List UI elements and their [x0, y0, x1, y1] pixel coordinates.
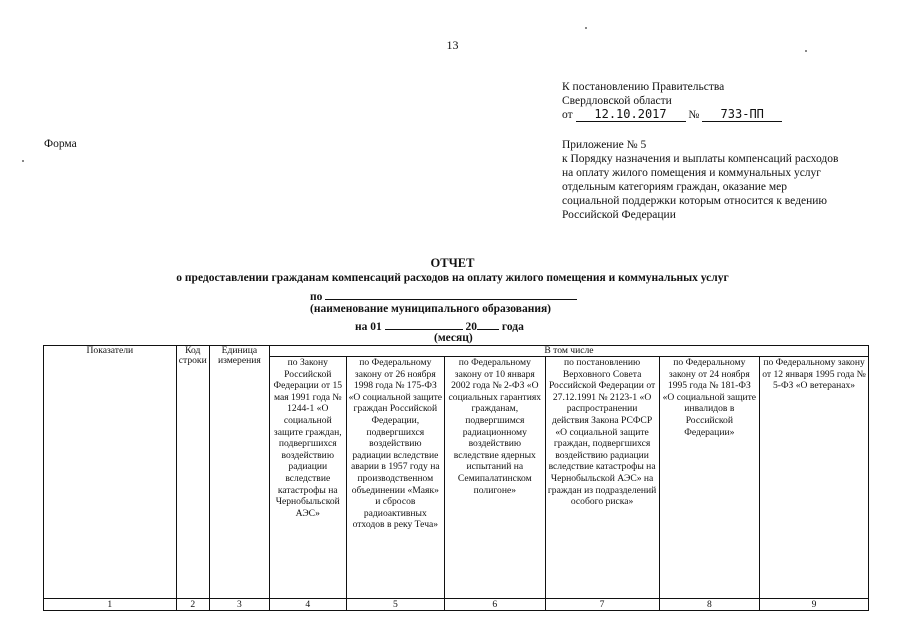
column-number: 2 [176, 599, 209, 611]
column-number: 1 [44, 599, 177, 611]
municipality-line [310, 288, 577, 303]
header-law-6: по Федеральному закону от 12 января 1995 года № 5-ФЗ «О ветеранах» [760, 357, 869, 599]
header-law-1: по Закону Российской Федерации от 15 мая 1991 года № 1244-1 «О социальной защите граждан, подвергшихся воздействию радиации вследствие катастрофы на Чернобыльской АЭС» [269, 357, 346, 599]
year-blank[interactable] [477, 318, 499, 330]
by-label: по [310, 291, 323, 303]
month-blank[interactable] [385, 318, 463, 330]
municipality-caption: (наименование муниципального образования) [310, 303, 552, 315]
header-row-code: Код строки [176, 346, 209, 599]
month-caption: (месяц) [434, 332, 473, 344]
appendix-block [562, 138, 847, 222]
scan-speck [22, 160, 24, 162]
form-label: Форма [44, 138, 77, 150]
appendix-title: Приложение № 5 [562, 139, 647, 151]
header-unit: Единица измерения [209, 346, 269, 599]
column-number: 8 [659, 599, 760, 611]
column-number: 4 [269, 599, 346, 611]
report-date-line [355, 318, 524, 333]
year-suffix: года [501, 321, 524, 333]
header-law-2: по Федеральному закону от 26 ноября 1998 года № 175-ФЗ «О социальной защите граждан Российской Федерации, подвергшихся воздействию радиации вследствие аварии в 1957 году на производственном объединении «Маяк» и сбросов радиоактивных отходов в реку Теча» [346, 357, 444, 599]
header-law-4: по постановлению Верховного Совета Российской Федерации от 27.12.1991 № 2123-1 «О распространении действия Закона РСФСР «О социальной защите граждан, подвергшихся воздействию радиации вследствие катастрофы на Чернобыльской АЭС» на граждан из подразделений особого риска» [545, 357, 659, 599]
column-number: 5 [346, 599, 444, 611]
column-number: 7 [545, 599, 659, 611]
appendix-text: к Порядку назначения и выплаты компенсаций расходов на оплату жилого помещения и коммунальных услуг отдельным категориям граждан, оказание мер социальной поддержки которым относится к ведению Российской Федерации [562, 153, 839, 221]
report-title: ОТЧЕТ [430, 256, 475, 270]
column-number: 3 [209, 599, 269, 611]
decree-from-label: от [562, 109, 573, 121]
column-number: 6 [445, 599, 546, 611]
report-subtitle: о предоставлении гражданам компенсаций расходов на оплату жилого помещения и коммунальных услуг [176, 272, 729, 284]
scan-speck [805, 50, 807, 52]
header-including: В том числе [269, 346, 868, 357]
page-number: 13 [446, 38, 459, 52]
scan-speck [585, 27, 587, 29]
decree-date: 12.10.2017 [576, 108, 686, 122]
decree-number: 733-ПП [702, 108, 782, 122]
header-law-5: по Федеральному закону от 24 ноября 1995 года № 181-ФЗ «О социальной защите инвалидов в Российской Федерации» [659, 357, 760, 599]
year-prefix: 20 [465, 321, 478, 333]
report-table [43, 345, 869, 611]
header-indicators: Показатели [44, 346, 177, 599]
header-law-3: по Федеральному закону от 10 января 2002 года № 2-ФЗ «О социальных гарантиях гражданам, подвергшимся радиационному воздействию вследствие ядерных испытаний на Семипалатинском полигоне» [445, 357, 546, 599]
decree-line-2: Свердловской области [562, 95, 672, 107]
decree-reference [562, 80, 862, 122]
decree-line-1: К постановлению Правительства [562, 81, 725, 93]
decree-number-label: № [688, 109, 700, 121]
municipality-blank[interactable] [325, 288, 577, 300]
date-prefix: на 01 [355, 321, 382, 333]
decree-date-line [562, 108, 862, 122]
column-number: 9 [760, 599, 869, 611]
